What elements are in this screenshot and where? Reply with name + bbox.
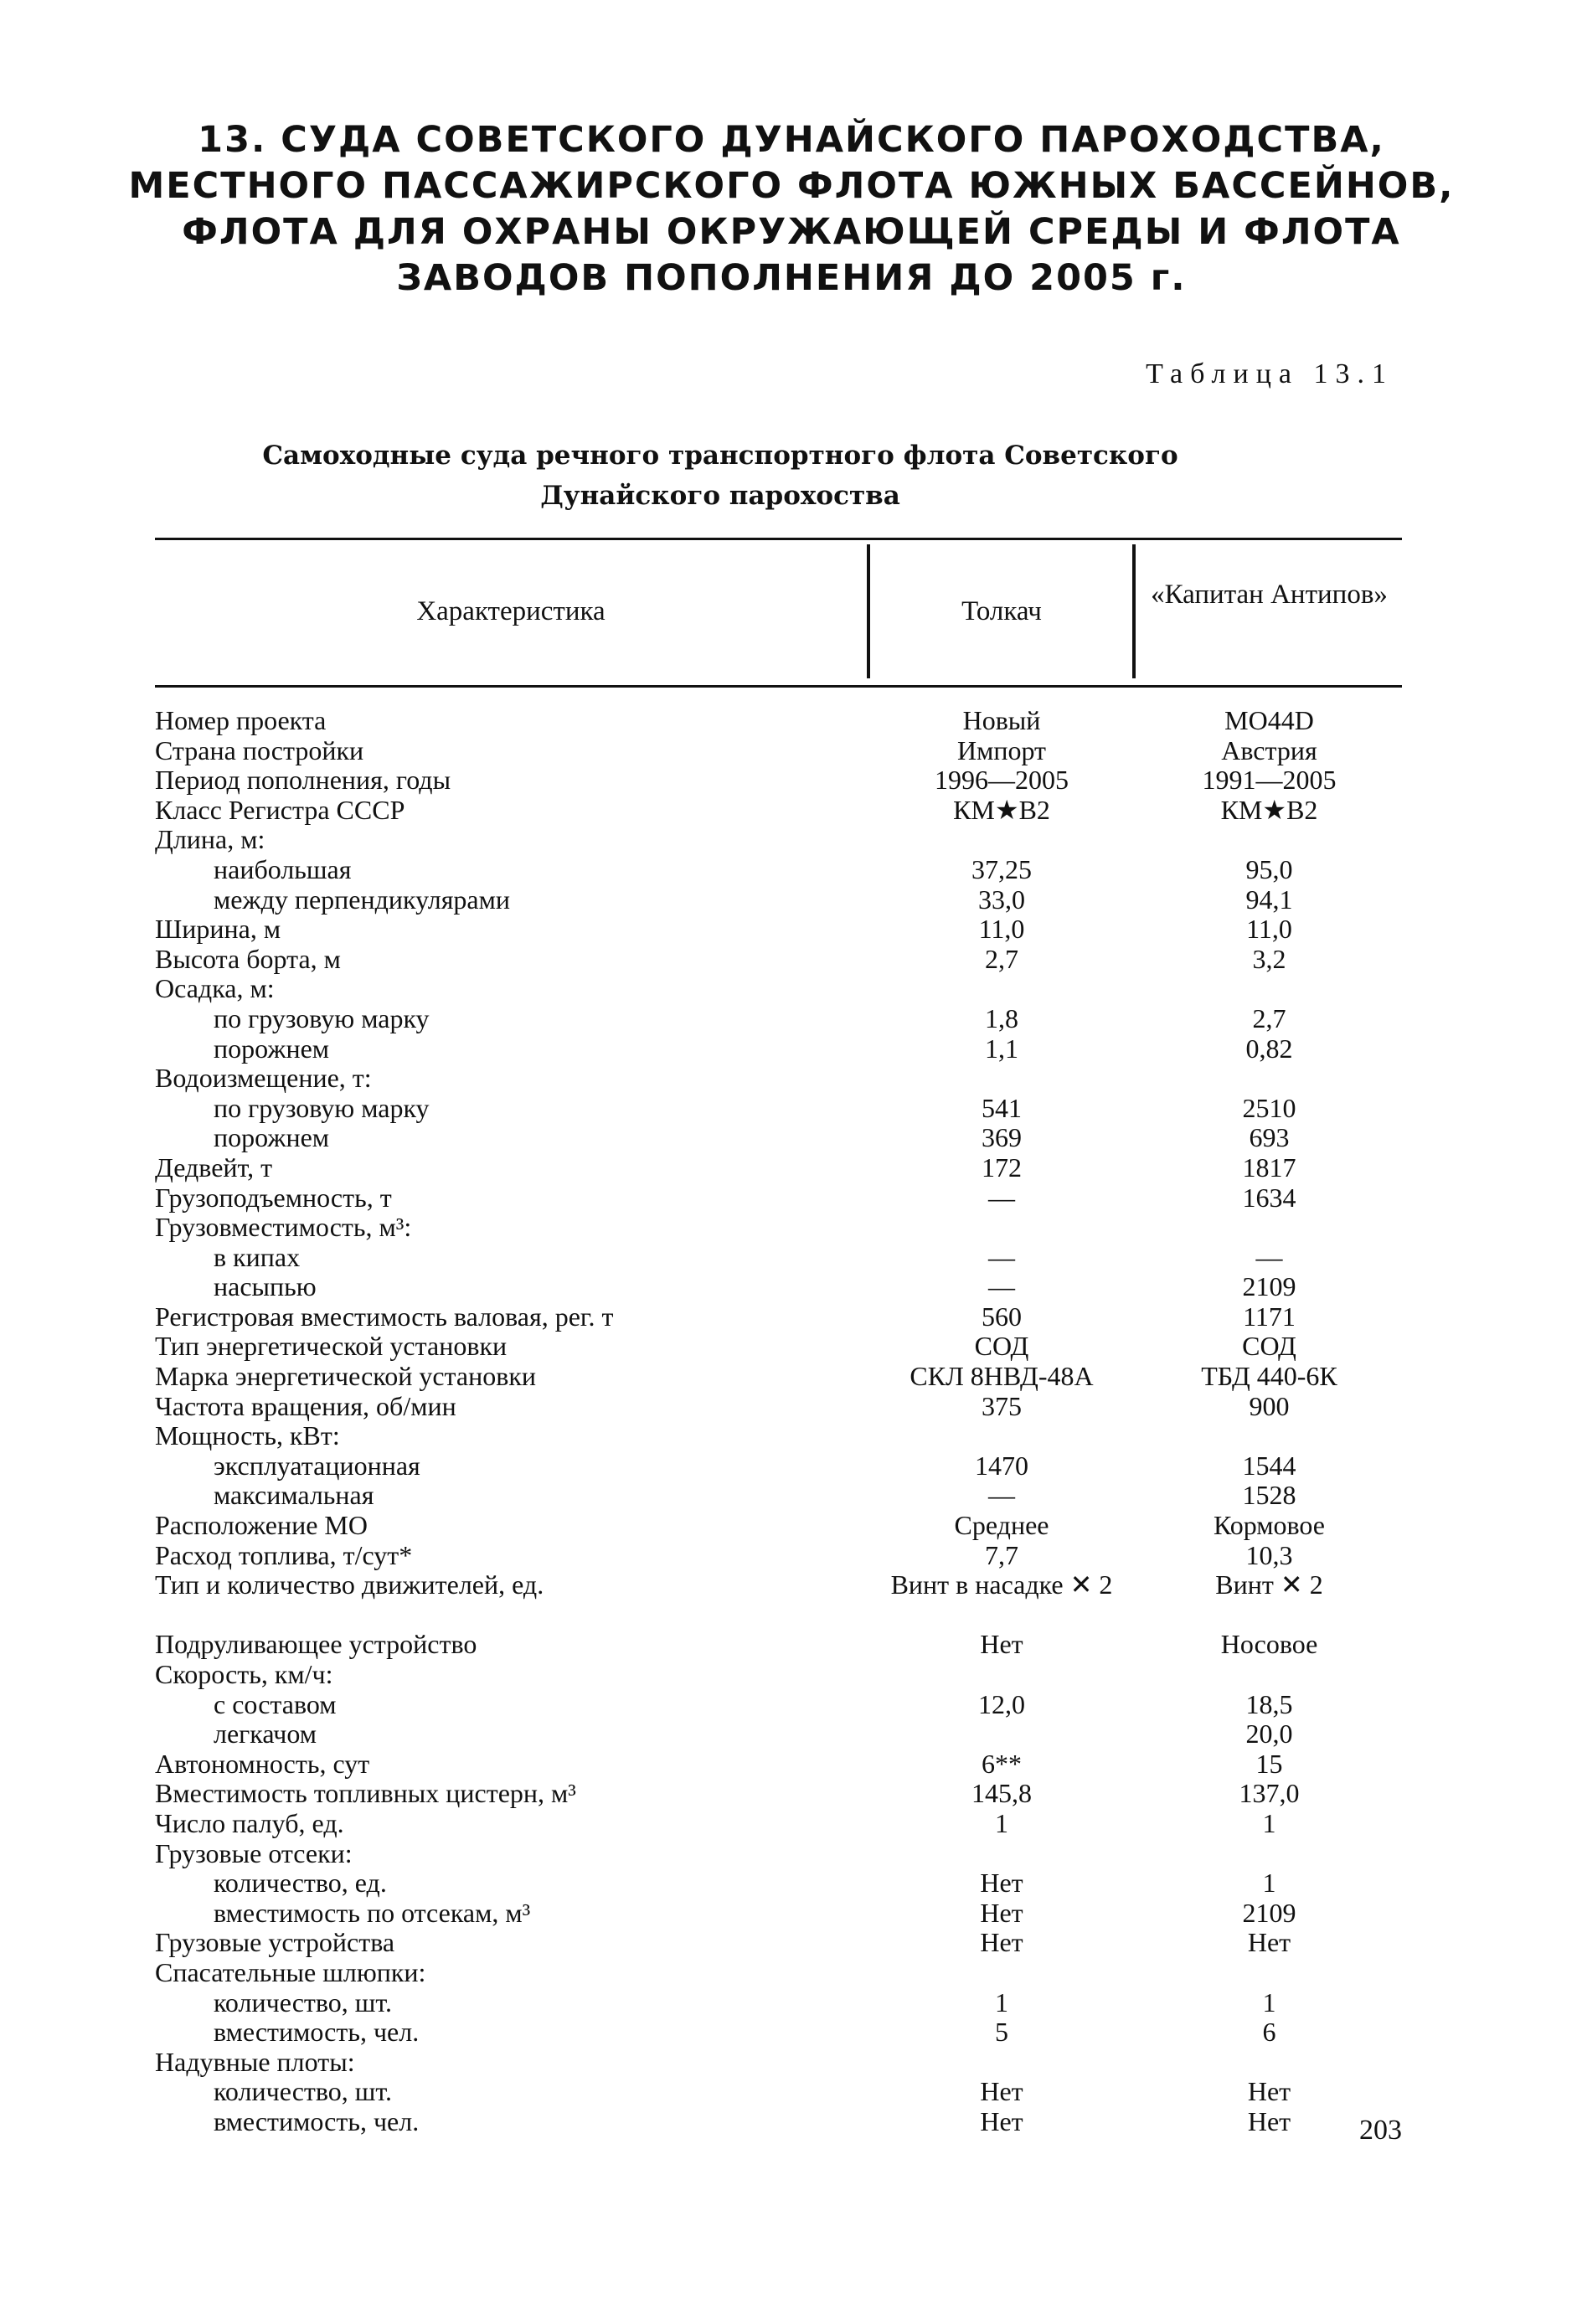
column-divider (867, 544, 870, 678)
kapitan-antipov-value: Нет (1247, 1927, 1291, 1958)
table-row (0, 2048, 1582, 2078)
row-label: Грузоподъемность, т (155, 1182, 392, 1213)
table-row (0, 915, 1582, 945)
kapitan-antipov-value: — (1255, 1241, 1283, 1272)
table-row (0, 1660, 1582, 1690)
kapitan-antipov-value: 2,7 (1252, 1002, 1286, 1033)
row-label: Автономность, сут (155, 1748, 370, 1779)
kapitan-antipov-value: КМ★В2 (1220, 794, 1318, 825)
table-row (0, 1272, 1582, 1302)
table-row (0, 736, 1582, 766)
row-label: Тип энергетической установки (155, 1331, 508, 1362)
table-row (0, 765, 1582, 796)
table-row (0, 945, 1582, 975)
row-label: вместимость, чел. (214, 2017, 420, 2048)
caption-line: Самоходные суда речного транспортного флота Советского (262, 441, 1178, 471)
table-row (0, 1034, 1582, 1064)
pusher-value: 12,0 (978, 1688, 1025, 1719)
pusher-value: Нет (980, 1897, 1023, 1928)
table-row (0, 1958, 1582, 1988)
row-label: Тип и количество движителей, ед. (155, 1569, 544, 1600)
row-label: между перпендикулярами (214, 884, 510, 915)
kapitan-antipov-value: 95,0 (1245, 853, 1293, 884)
kapitan-antipov-value: 10,3 (1245, 1539, 1293, 1570)
kapitan-antipov-value: Нет (1247, 2076, 1291, 2107)
kapitan-antipov-value: СОД (1242, 1331, 1296, 1362)
kapitan-antipov-value: Нет (1247, 2105, 1291, 2136)
row-label: порожнем (214, 1033, 330, 1064)
row-label: наибольшая (214, 853, 352, 884)
table-row (0, 1690, 1582, 1720)
row-label: Длина, м: (155, 824, 265, 855)
pusher-value: 11,0 (978, 914, 1025, 945)
row-label: Надувные плоты: (155, 2046, 355, 2077)
table-row (0, 1153, 1582, 1183)
row-label: Страна постройки (155, 734, 364, 765)
table-body (0, 706, 1582, 2137)
row-label: Осадка, м: (155, 973, 275, 1004)
table-row (0, 2017, 1582, 2048)
table-row (0, 1839, 1582, 1869)
kapitan-antipov-value: 137,0 (1239, 1778, 1300, 1809)
pusher-value: Новый (962, 705, 1041, 735)
table-row (0, 1570, 1582, 1630)
pusher-value: Нет (980, 2105, 1023, 2136)
pusher-value: 37,25 (971, 853, 1032, 884)
pusher-value: КМ★В2 (953, 794, 1050, 825)
table-top-rule (155, 538, 1402, 540)
pusher-value: 1996—2005 (935, 765, 1069, 796)
table-row (0, 1302, 1582, 1332)
row-label: насыпью (214, 1271, 317, 1302)
kapitan-antipov-value: 94,1 (1245, 884, 1293, 915)
kapitan-antipov-value: 693 (1249, 1122, 1290, 1153)
kapitan-antipov-value: 1528 (1242, 1480, 1296, 1511)
pusher-value: Импорт (956, 734, 1047, 765)
pusher-value: — (988, 1241, 1015, 1272)
kapitan-antipov-value: 1171 (1243, 1301, 1296, 1332)
pusher-value: 1,8 (985, 1002, 1018, 1033)
kapitan-antipov-value: 15 (1255, 1748, 1283, 1779)
row-label: Дедвейт, т (155, 1152, 273, 1183)
table-row (0, 1719, 1582, 1749)
table-row (0, 706, 1582, 736)
table-row (0, 1451, 1582, 1481)
column-header-kapitan-antipov: «Капитан Антипов» (1151, 580, 1388, 610)
row-label: порожнем (214, 1122, 330, 1153)
row-label: легкачом (214, 1719, 317, 1749)
table-row (0, 2077, 1582, 2107)
kapitan-antipov-value: 1 (1262, 1986, 1276, 2017)
table-row (0, 1630, 1582, 1660)
table-row (0, 855, 1582, 885)
row-label: количество, ед. (214, 1868, 387, 1899)
table-row (0, 1511, 1582, 1541)
heading-line: ФЛОТА ДЛЯ ОХРАНЫ ОКРУЖАЮЩЕЙ СРЕДЫ И ФЛОТА (182, 211, 1401, 253)
row-label: Спасательные шлюпки: (155, 1956, 426, 1987)
caption-line: Дунайского парохоства (540, 481, 900, 511)
row-label: с составом (214, 1688, 337, 1719)
row-label: вместимость, чел. (214, 2105, 420, 2136)
kapitan-antipov-value: 6 (1262, 2017, 1276, 2048)
row-label: Частота вращения, об/мин (155, 1390, 456, 1421)
table-row (0, 1123, 1582, 1153)
pusher-value: — (988, 1182, 1015, 1213)
table-row (0, 1749, 1582, 1780)
table-row (0, 796, 1582, 826)
pusher-value: Нет (980, 2076, 1023, 2107)
row-label: по грузовую марку (214, 1092, 430, 1123)
table-row (0, 1332, 1582, 1362)
pusher-value: Винт в насадке ✕ 2 (890, 1569, 1113, 1600)
table-caption (209, 435, 1231, 516)
row-label: Водоизмещение, т: (155, 1063, 372, 1094)
table-row (0, 1779, 1582, 1809)
row-label: Грузовые отсеки: (155, 1837, 353, 1868)
table-row (0, 1421, 1582, 1451)
row-label: Число палуб, ед. (155, 1807, 344, 1838)
row-label: Подруливающее устройство (155, 1629, 477, 1660)
pusher-value: 2,7 (985, 943, 1018, 974)
row-label: вместимость по отсекам, м³ (214, 1897, 531, 1928)
section-heading (100, 117, 1482, 301)
row-label: по грузовую марку (214, 1002, 430, 1033)
table-label: Таблица 13.1 (1146, 358, 1394, 389)
pusher-value: 33,0 (978, 884, 1025, 915)
table-row (0, 1213, 1582, 1243)
row-label: количество, шт. (214, 2076, 392, 2107)
row-label: Регистровая вместимость валовая, рег. т (155, 1301, 614, 1332)
pusher-value: 145,8 (971, 1778, 1032, 1809)
row-label: Грузовые устройства (155, 1927, 395, 1958)
pusher-value: 1,1 (985, 1033, 1018, 1064)
table-row (0, 1481, 1582, 1511)
row-label: максимальная (214, 1480, 374, 1511)
kapitan-antipov-value: Австрия (1221, 734, 1317, 765)
kapitan-antipov-value: 2109 (1242, 1271, 1296, 1302)
table-row (0, 1362, 1582, 1392)
pusher-value: 6** (982, 1748, 1022, 1779)
heading-line: МЕСТНОГО ПАССАЖИРСКОГО ФЛОТА ЮЖНЫХ БАССЕЙНОВ, (128, 165, 1455, 207)
kapitan-antipov-value: ТБД 440-6К (1201, 1361, 1337, 1392)
kapitan-antipov-value: Носовое (1220, 1629, 1318, 1660)
row-label: эксплуатационная (214, 1450, 420, 1481)
column-header-characteristic: Характеристика (416, 596, 605, 626)
kapitan-antipov-value: 20,0 (1245, 1719, 1293, 1749)
pusher-value: 560 (982, 1301, 1022, 1332)
kapitan-antipov-value: 900 (1249, 1390, 1290, 1421)
pusher-value: Нет (980, 1927, 1023, 1958)
pusher-value: 1470 (975, 1450, 1028, 1481)
row-label: Скорость, км/ч: (155, 1659, 333, 1689)
kapitan-antipov-value: 1817 (1242, 1152, 1296, 1183)
row-label: в кипах (214, 1241, 301, 1272)
table-row (0, 1183, 1582, 1214)
kapitan-antipov-value: 1634 (1242, 1182, 1296, 1213)
pusher-value: 369 (982, 1122, 1022, 1153)
pusher-value: Нет (980, 1629, 1023, 1660)
page-number: 203 (1359, 2115, 1402, 2146)
kapitan-antipov-value: 1 (1262, 1807, 1276, 1838)
table-row (0, 1809, 1582, 1839)
pusher-value: СОД (974, 1331, 1029, 1362)
kapitan-antipov-value: 1 (1262, 1868, 1276, 1899)
table-row (0, 1928, 1582, 1958)
heading-line: ЗАВОДОВ ПОПОЛНЕНИЯ ДО 2005 г. (396, 257, 1187, 299)
row-label: количество, шт. (214, 1986, 392, 2017)
pusher-value: — (988, 1480, 1015, 1511)
kapitan-antipov-value: 2109 (1242, 1897, 1296, 1928)
pusher-value: 1 (995, 1986, 1008, 2017)
table-header-rule (155, 685, 1402, 688)
column-divider (1132, 544, 1136, 678)
kapitan-antipov-value: МО44D (1224, 705, 1314, 735)
pusher-value: 1 (995, 1807, 1008, 1838)
kapitan-antipov-value: 18,5 (1245, 1688, 1293, 1719)
kapitan-antipov-value: Кормовое (1214, 1510, 1325, 1541)
kapitan-antipov-value: 1544 (1242, 1450, 1296, 1481)
table-row (0, 1988, 1582, 2018)
column-header-pusher: Толкач (961, 596, 1042, 626)
table-row (0, 1392, 1582, 1422)
row-label: Мощность, кВт: (155, 1420, 340, 1451)
table-row (0, 885, 1582, 915)
row-label: Высота борта, м (155, 943, 341, 974)
row-label: Класс Регистра СССР (155, 794, 405, 825)
table-row (0, 974, 1582, 1004)
row-label: Марка энергетической установки (155, 1361, 537, 1392)
pusher-value: 7,7 (985, 1539, 1018, 1570)
pusher-value: Среднее (954, 1510, 1049, 1541)
kapitan-antipov-value: Винт ✕ 2 (1215, 1569, 1323, 1600)
kapitan-antipov-value: 1991—2005 (1202, 765, 1337, 796)
row-label: Расположение МО (155, 1510, 368, 1541)
table-row (0, 1899, 1582, 1929)
row-label: Грузовместимость, м³: (155, 1212, 412, 1243)
pusher-value: 172 (982, 1152, 1022, 1183)
pusher-value: СКЛ 8НВД-48А (910, 1361, 1094, 1392)
kapitan-antipov-value: 11,0 (1246, 914, 1292, 945)
kapitan-antipov-value: 3,2 (1252, 943, 1286, 974)
row-label: Номер проекта (155, 705, 327, 735)
pusher-value: 5 (995, 2017, 1008, 2048)
table-row (0, 1004, 1582, 1034)
table-row (0, 2107, 1582, 2137)
row-label: Расход топлива, т/сут* (155, 1539, 413, 1570)
row-label: Ширина, м (155, 914, 281, 945)
heading-line: 13. СУДА СОВЕТСКОГО ДУНАЙСКОГО ПАРОХОДСТВА, (198, 119, 1385, 161)
pusher-value: 541 (982, 1092, 1022, 1123)
pusher-value: Нет (980, 1868, 1023, 1899)
pusher-value: 375 (982, 1390, 1022, 1421)
kapitan-antipov-value: 0,82 (1245, 1033, 1293, 1064)
row-label: Период пополнения, годы (155, 765, 451, 796)
kapitan-antipov-value: 2510 (1242, 1092, 1296, 1123)
pusher-value: — (988, 1271, 1015, 1302)
table-row (0, 825, 1582, 855)
table-row (0, 1064, 1582, 1094)
row-label: Вместимость топливных цистерн, м³ (155, 1778, 576, 1809)
table-row (0, 1541, 1582, 1571)
table-row (0, 1868, 1582, 1899)
table-row (0, 1094, 1582, 1124)
table-row (0, 1243, 1582, 1273)
